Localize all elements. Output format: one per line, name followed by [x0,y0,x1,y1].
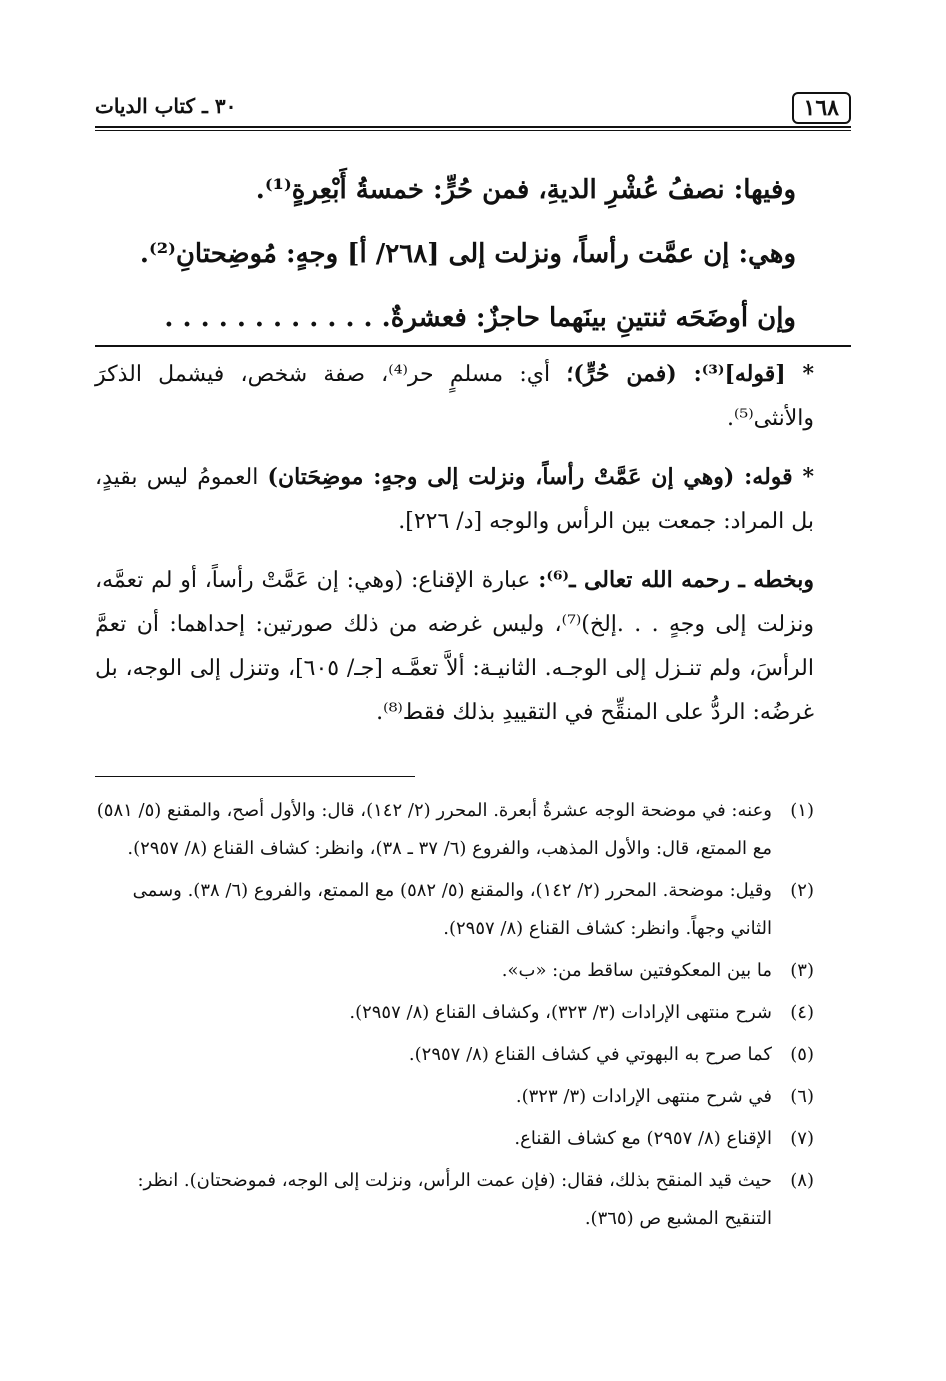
matn-line: وإن أوضَحَه ثنتينِ بينَهما حاجزٌ: فعشرةٌ. . . . . . . . . . . . . [164,303,796,333]
footnote-text: الإقناع (٨/ ٢٩٥٧) مع كشاف القناع. [514,1128,772,1149]
footnote [95,792,814,868]
matn-line: وفيها: نصفُ عُشْرِ الديةِ، فمن حُرٍّ: خمسةُ أَبْعِرةٍ⁽¹⁾. [255,175,796,205]
footnote-text: وعنه: في موضحة الوجه عشرةُ أبعرة. المحرر (٢/ ١٤٢)، قال: والأول أصح، والمقنع (٥/ ٥٨١) مع الممتع، قال: والأول المذهب، والفروع (٦/ ٣٧ ـ ٣٨)، وانظر: كشاف القناع (٨/ ٢٩٥٧). [96,800,772,859]
footnote-rule [95,776,415,777]
page-number: ١٦٨ [792,92,851,124]
footnote-text: كما صرح به البهوتي في كشاف القناع (٨/ ٢٩٥٧). [408,1044,772,1065]
header-rule [95,126,851,128]
footnote-text: في شرح منتهى الإرادات (٣/ ٣٢٣). [515,1086,772,1107]
commentary-paragraph [95,455,814,544]
footnote [95,1120,814,1158]
matn-separator [95,345,851,347]
commentary-text: عبارة الإقناع: (وهي: إن عَمَّتْ رأساً، أو لم تعمَّه، ونزلت إلى وجهٍ . . .إلخ)⁽⁷⁾، وليس غرضه من ذلك صورتين: إحداهما: أن تعمَّ الرأسَ، ولم تنـزل إلى الوجـه. الثانيـة: ألاَّ تعمَّـه [جـ/ ٦٠٥]، وتنزل إلى الوجه، بل غرضُه: الردُّ على المنقِّح في التقييدِ بذلك فقط⁽⁸⁾. [95,568,815,725]
footnotes [95,792,814,1242]
commentary-text: أي: مسلمٍ حر⁽⁴⁾، صفة شخص، فيشمل الذكرَ والأنثى⁽⁵⁾. [95,362,814,431]
footnote [95,1036,814,1074]
footnote [95,1078,814,1116]
footnote [95,872,814,948]
footnote-text: ما بين المعكوفتين ساقط من: «ب». [501,960,772,981]
footnote-text: شرح منتهى الإرادات (٣/ ٣٢٣)، وكشاف القناع (٨/ ٢٩٥٧). [349,1002,772,1023]
commentary-text: العمومُ ليس بقيدٍ، بل المراد: جمعت بين الرأس والوجه [د/ ٢٢٦]. [95,465,814,534]
footnote-number: (٧) [790,1128,814,1149]
header-rule-thin [95,130,851,131]
commentary [95,352,814,749]
footnote-number: (٦) [790,1086,814,1107]
page-header [95,86,851,126]
running-title: ٣٠ ـ كتاب الديات [95,94,237,118]
footnote-number: (١) [790,800,814,821]
footnote-text: حيث قيد المنقح بذلك، فقال: (فإن عمت الرأس، ونزلت إلى الوجه، فموضحتان). انظر: التنقيح المشبع ص (٣٦٥). [137,1170,772,1229]
footnote-number: (٢) [790,880,814,901]
commentary-lemma: * [قوله]⁽³⁾: (فمن حُرٍّ)؛ [566,361,815,387]
footnote-number: (٥) [790,1044,814,1065]
footnote [95,952,814,990]
commentary-paragraph [95,558,814,735]
footnote-number: (٣) [790,960,814,981]
footnote [95,994,814,1032]
footnote [95,1162,814,1238]
commentary-paragraph [95,352,814,441]
footnote-number: (٨) [790,1170,814,1191]
commentary-lemma: وبخطه ـ رحمه الله تعالى ـ⁽⁶⁾: [538,567,814,593]
footnote-number: (٤) [790,1002,814,1023]
footnote-text: وقيل: موضحة. المحرر (٢/ ١٤٢)، والمقنع (٥/ ٥٨٢) مع الممتع، والفروع (٦/ ٣٨). وسمى الثاني وجهاً. وانظر: كشاف القناع (٨/ ٢٩٥٧). [132,880,772,939]
matn-text [95,158,796,350]
matn-line: وهي: إن عمَّت رأساً، ونزلت إلى [٢٦٨/ أ] وجهٍ: مُوضِحتانِ⁽²⁾. [139,239,796,269]
commentary-lemma: * قوله: (وهي إن عَمَّتْ رأساً، ونزلت إلى وجهٍ: موضِحَتان) [267,464,814,490]
